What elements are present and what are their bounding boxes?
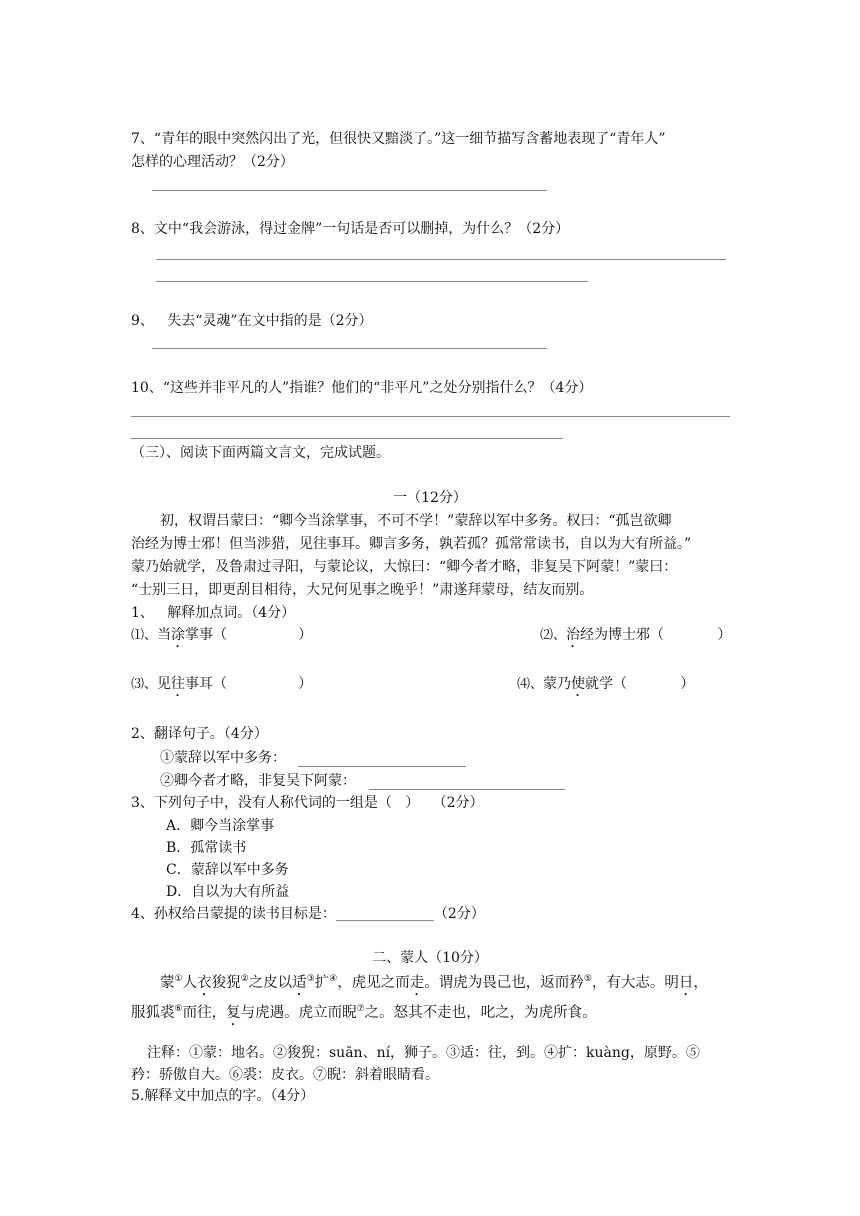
p1-question-3-title: 3、下列句子中，没有人称代词的一组是（ ） （2分） (131, 795, 484, 811)
answer-line (131, 416, 730, 417)
option-d: D．自以为大有所益 (166, 884, 290, 900)
question-9: 9、 失去“灵魂”在文中指的是（2分） (131, 313, 373, 329)
annotation-line-2: 矜：骄傲自大。⑥裘：皮衣。⑦睨：斜着眼睛看。 (131, 1067, 439, 1083)
p1-q1-item-3: ⑶、见往事耳（ ） (131, 676, 313, 692)
p1-q1-item-4: ⑷、蒙乃使就学（ ） (517, 676, 695, 692)
p1-q2-sentence-2: ②卿今者才略，非复吴下阿蒙： (160, 773, 356, 789)
question-10: 10、“这些并非平凡的人”指谁？他们的“非平凡”之处分别指什么？（4分） (131, 380, 593, 396)
passage-1-line: 初，权谓吕蒙曰：“卿今当涂掌事，不可不学！”蒙辞以军中多务。权曰：“孤岂欲卿 (160, 513, 672, 529)
p1-question-1-title: 1、 解释加点词。（4分） (131, 605, 296, 621)
p1-question-4: 4、孙权给吕蒙提的读书目标是：______________（2分） (131, 906, 485, 922)
passage-1-title: 一（12分） (393, 490, 467, 506)
p1-q1-item-1: ⑴、当涂掌事（ ） (131, 627, 313, 643)
question-7-line1: 7、“青年的眼中突然闪出了光，但很快又黯淡了。”这一细节描写含蓄地表现了“青年人” (131, 131, 666, 147)
passage-1-line: “士别三日，即更刮目相待，大兄何见事之晚乎！”肃遂拜蒙母，结友而别。 (131, 582, 594, 598)
passage-1-line: 治经为博士邪！但当涉猎，见往事耳。卿言多务，孰若孤？孤常常读书，自以为大有所益。” (131, 536, 692, 552)
passage-2-line: 蒙①人衣狻猊②之皮以适③扩④，虎见之而走。谓虎为畏己也，返而矜⑤，有大志。明日， (160, 974, 708, 991)
p1-q2-sentence-1: ①蒙辞以军中多务： (160, 750, 286, 766)
passage-1-line: 蒙乃始就学，及鲁肃过寻阳，与蒙论议，大惊曰：“卿今者才略，非复吴下阿蒙！”蒙曰： (131, 559, 678, 575)
question-8: 8、文中“我会游泳，得过金牌”一句话是否可以删掉，为什么？（2分） (131, 221, 570, 237)
option-c: C．蒙辞以军中多务 (166, 862, 289, 878)
option-b: B．孤常读书 (166, 840, 247, 856)
p1-question-2-title: 2、翻译句子。（4分） (131, 726, 268, 742)
answer-line (156, 281, 588, 282)
annotation-line-1: 注释：①蒙：地名。②狻猊：suān、ní，狮子。③适：往，到。④扩：kuàng，原野。⑤ (147, 1045, 700, 1061)
answer-line (131, 438, 563, 439)
option-a: A．卿今当涂掌事 (166, 818, 275, 834)
section-3-heading: （三）、阅读下面两篇文言文，完成试题。 (131, 445, 390, 461)
answer-line (152, 190, 547, 191)
p1-q1-item-2: ⑵、治经为博士邪（ ） (540, 627, 732, 643)
answer-line (298, 766, 466, 767)
answer-line (152, 348, 547, 349)
passage-2-line: 服狐裘⑥而往，复与虎遇。虎立而睨⑦之。怒其不走也，叱之，为虎所食。 (131, 1004, 597, 1021)
question-7-line2: 怎样的心理活动？（2分） (131, 154, 294, 170)
question-5: 5.解释文中加点的字。（4分） (131, 1088, 315, 1104)
passage-2-title: 二、蒙人（10分） (372, 950, 488, 966)
answer-line (369, 789, 565, 790)
answer-line (156, 259, 726, 260)
